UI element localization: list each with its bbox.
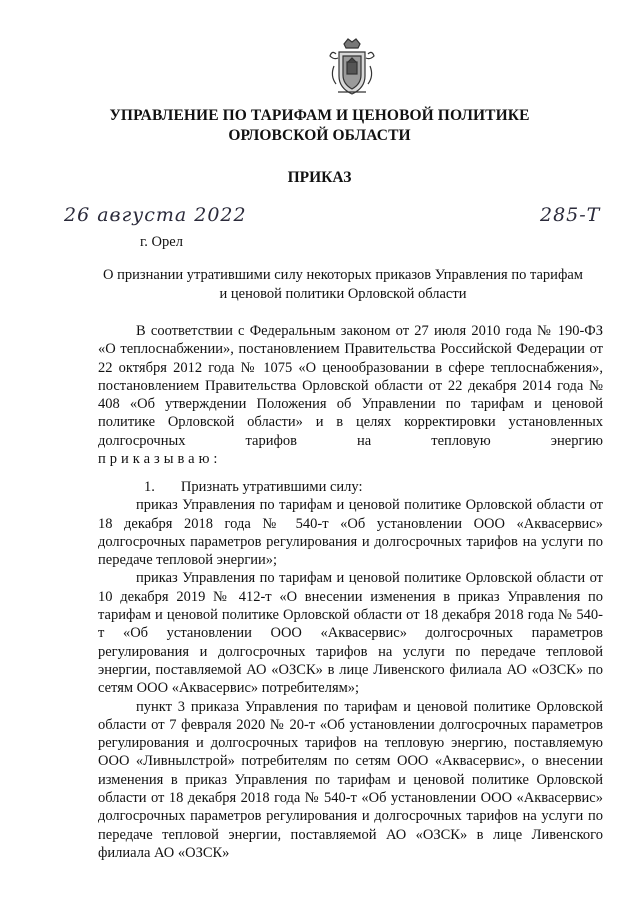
handwritten-order-number: 285-Т (540, 204, 601, 226)
item-1-number: 1. (144, 479, 155, 495)
handwritten-date: 26 августа 2022 (64, 204, 247, 226)
item-1-title: Признать утратившими силу: (180, 479, 363, 495)
preamble-paragraph: В соответствии с Федеральным законом от 27 июля 2010 года № 190-ФЗ «О теплоснабжении», постановлением Правительства Российской Федерации от 22 октября 2012 года № 1075 «О ценообразовании в сфере теплоснабжения», постановлением Правительства Орловской области от 22 декабря 2014 года № 408 «Об утверждении Положения об Управлении по тарифам и ценовой политике Орловской области» и в целях корректировки установленных долгосрочных тарифов на тепловую энергию (98, 323, 603, 449)
item-paragraph-3: пункт 3 приказа Управления по тарифам и ценовой политике Орловской области от 7 февраля 2020 № 20-т «Об установлении долгосрочных параметров регулирования и долгосрочных тарифов на тепловую энергию, поставляемую ООО «Ливнылстрой» потребителям по сетям ООО «Аквасервис», о внесении изменения в приказ Управления по тарифам и ценовой политике Орловской области от 18 декабря 2018 года № 540-т «Об установлении ООО «Аквасервис» долгосрочных параметров регулирования и долгосрочных тарифов на услуги по передаче тепловой энергии, поставляемой АО «ОЗСК» в лице Ливенского филиала АО «ОЗСК» (98, 698, 603, 861)
order-subject (80, 266, 606, 303)
subject-line1: О признании утратившими силу некоторых приказов Управления по тарифам (103, 267, 583, 283)
city-label: г. Орел (140, 234, 183, 250)
subject-line2: и ценовой политики Орловской области (219, 285, 467, 302)
item-1-heading (98, 478, 603, 496)
preamble-block (98, 322, 603, 468)
item-paragraph-1: приказ Управления по тарифам и ценовой политике Орловской области от 18 декабря 2018 года № 540-т «Об установлении ООО «Аквасервис» долгосрочных параметров регулирования и долгосрочных тарифов на услуги по передаче тепловой энергии»; (98, 497, 603, 569)
organization-name-line1: УПРАВЛЕНИЕ ПО ТАРИФАМ И ЦЕНОВОЙ ПОЛИТИКЕ (109, 107, 530, 124)
coat-of-arms-icon (328, 36, 376, 98)
command-word: приказываю: (98, 451, 222, 468)
organization-name-line2: ОРЛОВСКОЙ ОБЛАСТИ (228, 127, 411, 144)
item-paragraph-2: приказ Управления по тарифам и ценовой политике Орловской области от 10 декабря 2019 № 412-т «О внесении изменения в приказ Управления по тарифам и ценовой политике Орловской области от 18 декабря 2018 года № 540-т «Об установлении ООО «Аквасервис» долгосрочных параметров регулирования и долгосрочных тарифов на услуги по передаче тепловой энергии, поставляемой АО «ОЗСК» в лице Ливенского филиала АО «ОЗСК» по сетям ООО «Аквасервис» потребителям»; (98, 570, 603, 697)
order-items-block (98, 478, 603, 862)
document-type-title: ПРИКАЗ (287, 169, 352, 186)
